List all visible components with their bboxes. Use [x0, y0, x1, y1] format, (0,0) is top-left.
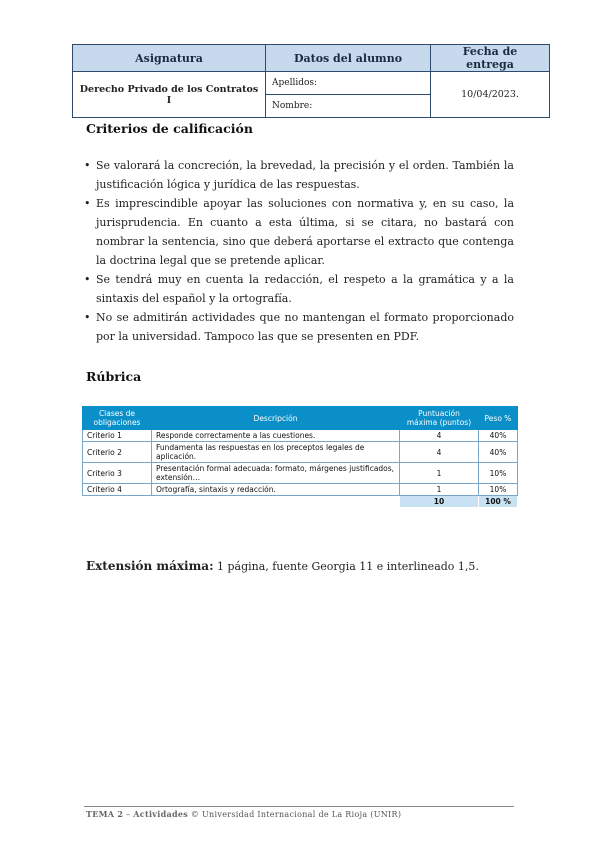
rubric-cell: Ortografía, sintaxis y redacción.	[152, 484, 400, 496]
footer-actividades: Actividades	[133, 809, 189, 819]
table-row	[83, 430, 518, 442]
surname-field[interactable]: Apellidos:	[266, 72, 431, 95]
header-date-col: Fecha de entrega	[431, 45, 550, 72]
list-item: • Es imprescindible apoyar las soluciones con normativa y, en su caso, la jurisprudencia. En cuanto a esta última, si se citara, no bastará con nombrar la sentencia, sino que deberá aportarse el extracto que contenga la doctrina legal que se pretende aplicar.	[84, 194, 514, 270]
list-item: • No se admitirán actividades que no mantengan el formato proporcionado por la universidad. Tampoco las que se presenten en PDF.	[84, 308, 514, 346]
rubric-cell: Criterio 1	[83, 430, 152, 442]
footer-divider	[84, 806, 514, 807]
rubric-cell: 40%	[479, 442, 518, 463]
rubric-cell: Presentación formal adecuada: formato, márgenes justificados, extensión…	[152, 463, 400, 484]
rubric-table	[82, 406, 518, 508]
list-item: • Se tendrá muy en cuenta la redacción, el respeto a la gramática y a la sintaxis del español y la ortografía.	[84, 270, 514, 308]
rubric-cell: Criterio 2	[83, 442, 152, 463]
rubric-cell: Criterio 4	[83, 484, 152, 496]
delivery-date: 10/04/2023.	[431, 72, 550, 118]
footer-copyright: © Universidad Internacional de La Rioja (UNIR)	[188, 810, 402, 819]
bullet-icon: •	[84, 159, 91, 172]
criteria-list	[84, 156, 514, 346]
rubric-cell: Responde correctamente a las cuestiones.	[152, 430, 400, 442]
table-row	[83, 442, 518, 463]
footer-tema: TEMA 2	[86, 809, 124, 819]
rubric-cell: 40%	[479, 430, 518, 442]
footer-sep: –	[123, 810, 134, 819]
bullet-icon: •	[84, 311, 91, 324]
rubric-cell: 10%	[479, 484, 518, 496]
bullet-icon: •	[84, 197, 91, 210]
total-points: 10	[400, 496, 479, 508]
rubric-cell: Criterio 3	[83, 463, 152, 484]
table-row	[83, 484, 518, 496]
rubric-cell: 1	[400, 484, 479, 496]
table-row-total	[83, 496, 518, 508]
max-extension	[86, 559, 479, 573]
header-student-col: Datos del alumno	[266, 45, 431, 72]
rubric-cell: 1	[400, 463, 479, 484]
footer	[86, 809, 401, 819]
rubric-cell: 4	[400, 442, 479, 463]
name-field[interactable]: Nombre:	[266, 95, 431, 118]
table-row	[83, 463, 518, 484]
rubric-header-class: Clases de obligaciones	[83, 407, 152, 430]
rubric-header-weight: Peso %	[479, 407, 518, 430]
bullet-icon: •	[84, 273, 91, 286]
rubric-header-description: Descripción	[152, 407, 400, 430]
criteria-title: Criterios de calificación	[86, 121, 253, 136]
rubric-cell: 10%	[479, 463, 518, 484]
total-weight: 100 %	[479, 496, 518, 508]
max-extension-label: Extensión máxima:	[86, 559, 214, 573]
header-table	[72, 44, 550, 118]
header-subject-col: Asignatura	[73, 45, 266, 72]
rubric-title: Rúbrica	[86, 369, 142, 384]
rubric-cell: Fundamenta las respuestas en los preceptos legales de aplicación.	[152, 442, 400, 463]
rubric-cell: 4	[400, 430, 479, 442]
subject-name: Derecho Privado de los Contratos I	[73, 72, 266, 118]
list-item: • Se valorará la concreción, la brevedad, la precisión y el orden. También la justificación lógica y jurídica de las respuestas.	[84, 156, 514, 194]
max-extension-text: 1 página, fuente Georgia 11 e interlineado 1,5.	[213, 560, 479, 573]
rubric-header-points: Puntuación máxima (puntos)	[400, 407, 479, 430]
